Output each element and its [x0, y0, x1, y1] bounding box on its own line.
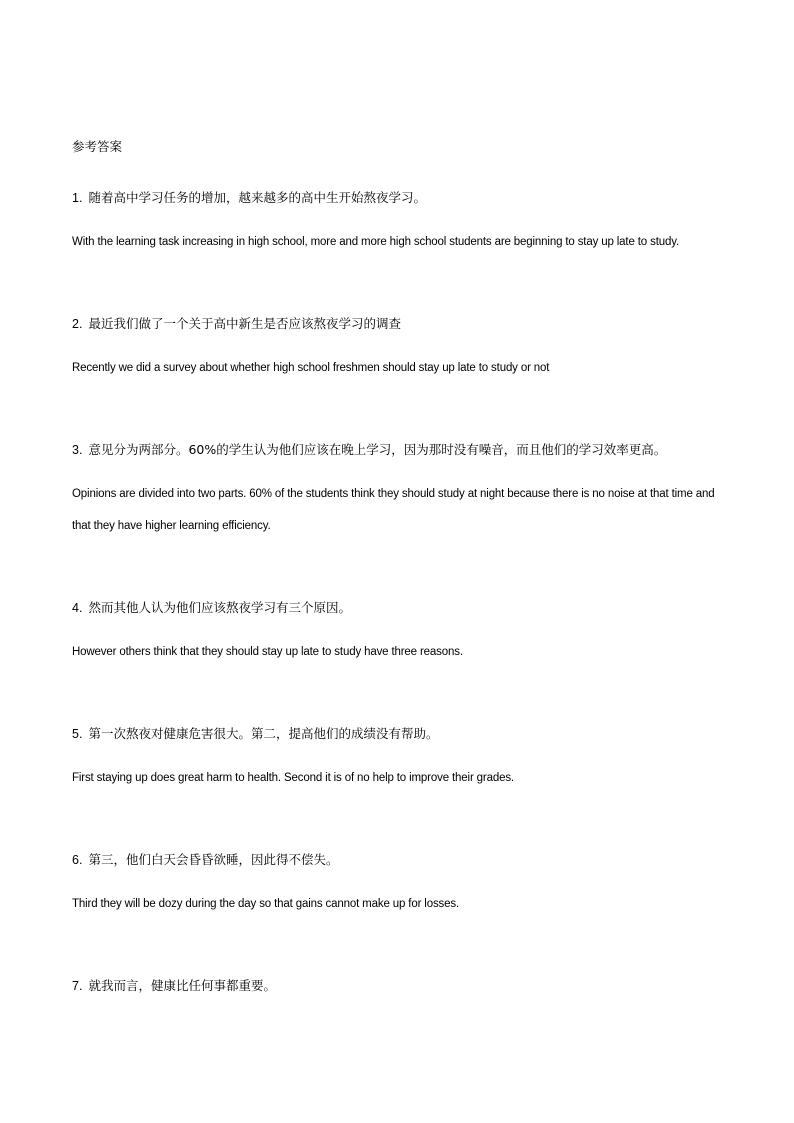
item-3-chinese	[72, 441, 666, 459]
item-4-chinese-text: 然而其他人认为他们应该熬夜学习有三个原因。	[88, 600, 351, 615]
item-7-chinese-text: 就我而言，健康比任何事都重要。	[88, 978, 276, 993]
item-1-number: 1.	[72, 191, 83, 205]
item-6-chinese	[72, 851, 338, 869]
item-4-number: 4.	[72, 601, 83, 615]
item-1-chinese-text: 随着高中学习任务的增加，越来越多的高中生开始熬夜学习。	[88, 190, 426, 205]
item-3-number: 3.	[72, 443, 83, 457]
item-1-chinese	[72, 189, 426, 207]
item-2-english: Recently we did a survey about whether high school freshmen should stay up late to study or not	[72, 362, 550, 374]
item-5-chinese	[72, 725, 438, 743]
item-6-english: Third they will be dozy during the day so that gains cannot make up for losses.	[72, 898, 460, 910]
item-5-chinese-text: 第一次熬夜对健康危害很大。第二，提高他们的成绩没有帮助。	[88, 726, 439, 741]
item-2-number: 2.	[72, 317, 83, 331]
item-6-chinese-text: 第三，他们白天会昏昏欲睡，因此得不偿失。	[88, 852, 339, 867]
answer-heading: 参考答案	[72, 139, 123, 154]
item-4-chinese	[72, 599, 351, 617]
item-5-number: 5.	[72, 727, 83, 741]
item-6-number: 6.	[72, 853, 83, 867]
item-4-english: However others think that they should stay up late to study have three reasons.	[72, 646, 463, 658]
item-2-chinese	[72, 315, 401, 333]
item-7-chinese	[72, 977, 276, 995]
item-7-number: 7.	[72, 979, 83, 993]
item-5-english: First staying up does great harm to health. Second it is of no help to improve their grades.	[72, 772, 514, 784]
item-3-english: Opinions are divided into two parts. 60% of the students think they should study at night because there is no noise at that time and that they have higher learning efficiency.	[72, 488, 715, 532]
item-3-chinese-text: 意见分为两部分。60%的学生认为他们应该在晚上学习，因为那时没有噪音，而且他们的学习效率更高。	[88, 442, 667, 457]
item-1-english: With the learning task increasing in high school, more and more high school students are beginning to stay up late to study.	[72, 236, 680, 248]
item-2-chinese-text: 最近我们做了一个关于高中新生是否应该熬夜学习的调查	[88, 316, 401, 331]
